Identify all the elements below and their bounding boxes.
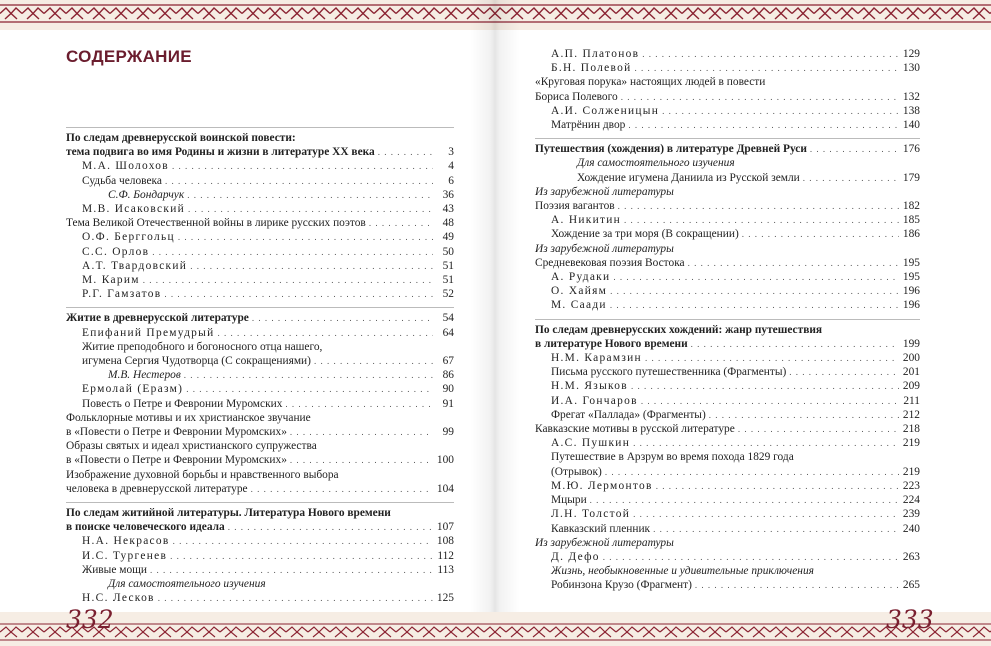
toc-entry-page: 51: [442, 259, 454, 272]
toc-entry-title: Робинзона Крузо (Фрагмент): [551, 579, 692, 592]
dot-leader: [633, 436, 899, 450]
toc-entry[interactable]: [66, 202, 454, 216]
toc-entry-title: Из зарубежной литературы: [535, 242, 674, 255]
toc-entry[interactable]: [535, 493, 920, 507]
dot-leader: [170, 549, 433, 563]
dot-leader: [624, 213, 899, 227]
toc-entry-page: 107: [436, 521, 454, 534]
toc-entry-title: Кавказский пленник: [551, 522, 651, 535]
dot-leader: [653, 522, 899, 536]
dot-leader: [610, 298, 899, 312]
toc-entry[interactable]: [66, 354, 454, 368]
left-page: [0, 0, 495, 646]
toc-entry-title: Для самостоятельного изучения: [108, 578, 266, 591]
toc-entry[interactable]: [535, 213, 920, 227]
toc-entry-title: М. Саади: [551, 299, 607, 312]
toc-entry-page: 219: [902, 437, 920, 450]
toc-entry[interactable]: [66, 216, 454, 230]
dot-leader: [691, 337, 899, 351]
toc-entry-page: 86: [442, 369, 454, 382]
toc-entry[interactable]: [66, 174, 454, 188]
toc-entry-page: 265: [902, 579, 920, 592]
toc-entry-page: 64: [442, 326, 454, 339]
toc-entry[interactable]: [66, 131, 454, 145]
dot-leader: [378, 145, 433, 159]
toc-entry[interactable]: [66, 411, 454, 425]
dot-leader: [158, 591, 433, 605]
toc-entry-title: Житие в древнерусской литературе: [66, 312, 249, 325]
toc-entry-page: 240: [902, 522, 920, 535]
toc-entry[interactable]: [66, 453, 454, 467]
toc-entry[interactable]: [535, 337, 920, 351]
toc-section: [535, 47, 920, 132]
toc-entry[interactable]: [535, 284, 920, 298]
dot-leader: [150, 563, 433, 577]
toc-entry[interactable]: [66, 259, 454, 273]
toc-entry-title: Д. Дефо: [551, 550, 600, 563]
toc-entry-title: Повесть о Петре и Февронии Муромских: [82, 397, 283, 410]
toc-entry-page: 6: [448, 174, 454, 187]
dot-leader: [228, 520, 433, 534]
toc-entry-title: Фрегат «Паллада» (Фрагменты): [551, 408, 706, 421]
toc-entry-page: 52: [442, 288, 454, 301]
toc-entry-page: 140: [902, 119, 920, 132]
toc-entry-page: 50: [442, 245, 454, 258]
toc-entry[interactable]: [66, 287, 454, 301]
toc-entry-page: 176: [902, 143, 920, 156]
toc-entry-title: По следам древнерусской воинской повести:: [66, 132, 296, 144]
toc-entry-page: 54: [442, 312, 454, 325]
toc-entry[interactable]: [535, 450, 920, 464]
toc-entry-page: 67: [442, 355, 454, 368]
toc-entry[interactable]: [66, 482, 454, 496]
dot-leader: [642, 47, 899, 61]
toc-entry[interactable]: [535, 61, 920, 75]
toc-entry-page: 201: [902, 366, 920, 379]
page-number-right: 333: [886, 605, 934, 634]
dot-leader: [178, 230, 433, 244]
toc-entry[interactable]: [535, 185, 920, 199]
dot-leader: [628, 118, 899, 132]
toc-entry-page: 91: [442, 397, 454, 410]
toc-entry-title: Ермолай (Еразм): [82, 383, 184, 396]
toc-entry[interactable]: [535, 436, 920, 450]
toc-entry[interactable]: [66, 397, 454, 411]
toc-entry-page: 104: [436, 482, 454, 495]
toc-entry-page: 263: [902, 550, 920, 563]
toc-entry-page: 49: [442, 231, 454, 244]
toc-entry-title: Н.М. Языков: [551, 380, 628, 393]
toc-entry-page: 182: [902, 200, 920, 213]
toc-entry-page: 125: [436, 592, 454, 605]
toc-entry[interactable]: [535, 507, 920, 521]
dot-leader: [803, 171, 899, 185]
toc-entry[interactable]: [535, 351, 920, 365]
toc-entry[interactable]: [535, 75, 920, 89]
toc-entry[interactable]: [535, 365, 920, 379]
toc-entry-title: И.С. Тургенев: [82, 549, 168, 562]
toc-entry-page: 129: [902, 48, 920, 60]
dot-leader: [613, 270, 899, 284]
toc-entry[interactable]: [535, 156, 920, 170]
toc-entry-page: 130: [902, 62, 920, 75]
toc-entry[interactable]: [535, 465, 920, 479]
toc-entry-page: 51: [442, 274, 454, 287]
toc-entry-page: 113: [437, 563, 454, 576]
dot-leader: [152, 245, 433, 259]
toc-entry-title: Образы святых и идеал христианского супружества: [66, 440, 317, 453]
toc-entry-title: Мцыри: [551, 494, 587, 507]
toc-entry-title: Хождение за три моря (В сокращении): [551, 228, 739, 241]
page-title: СОДЕРЖАНИЕ: [66, 47, 192, 66]
toc-section: [66, 502, 454, 605]
toc-entry-page: 195: [902, 256, 920, 269]
toc-entry-title: Живые мощи: [82, 563, 148, 576]
toc-entry-title: Н.А. Некрасов: [82, 535, 170, 548]
toc-entry-page: 112: [437, 549, 454, 562]
toc-entry-title: тема подвига во имя Родины и жизни в литературе XX века: [66, 146, 375, 159]
dot-leader: [662, 104, 899, 118]
toc-entry[interactable]: [535, 90, 920, 104]
toc-entry[interactable]: [66, 549, 454, 563]
toc-entry[interactable]: [66, 245, 454, 259]
toc-entry-page: 199: [902, 337, 920, 350]
toc-entry[interactable]: [535, 256, 920, 270]
toc-entry-page: 219: [902, 465, 920, 478]
dot-leader: [172, 159, 433, 173]
toc-entry-title: По следам житийной литературы. Литература Нового времени: [66, 507, 391, 520]
toc-entry[interactable]: [535, 270, 920, 284]
toc-entry-page: 224: [902, 494, 920, 507]
dot-leader: [621, 90, 899, 104]
page-number-left: 332: [66, 605, 114, 634]
toc-entry[interactable]: [535, 298, 920, 312]
toc-entry[interactable]: [66, 340, 454, 354]
toc-entry[interactable]: [66, 534, 454, 548]
toc-entry[interactable]: [535, 536, 920, 550]
toc-entry[interactable]: [535, 323, 920, 337]
toc-entry-title: А. Никитин: [551, 214, 622, 227]
toc-entry-title: «Круговая порука» настоящих людей в повести: [535, 76, 766, 89]
toc-entry[interactable]: [535, 379, 920, 393]
toc-entry[interactable]: [535, 118, 920, 132]
toc-entry-title: А.П. Платонов: [551, 48, 640, 60]
toc-entry[interactable]: [66, 368, 454, 382]
toc-entry[interactable]: [66, 591, 454, 605]
toc-entry-page: 179: [902, 171, 920, 184]
toc-entry-title: По следам древнерусских хождений: жанр путешествия: [535, 323, 823, 336]
dot-leader: [688, 256, 899, 270]
toc-entry[interactable]: [535, 104, 920, 118]
toc-entry-title: Епифаний Премудрый: [82, 326, 215, 339]
toc-entry[interactable]: [66, 439, 454, 453]
toc-entry-page: 209: [902, 380, 920, 393]
dot-leader: [187, 188, 433, 202]
toc-entry[interactable]: [66, 468, 454, 482]
dot-leader: [742, 227, 899, 241]
toc-entry[interactable]: [66, 425, 454, 439]
toc-entry[interactable]: [535, 199, 920, 213]
dot-leader: [738, 422, 899, 436]
toc-entry-title: Поэзия вагантов: [535, 200, 615, 213]
toc-entry-title: А. Рудаки: [551, 271, 611, 284]
toc-section: [66, 127, 454, 301]
toc-entry-title: А.И. Солженицын: [551, 104, 660, 117]
toc-entry-page: 211: [903, 394, 920, 407]
dot-leader: [251, 482, 433, 496]
toc-entry-title: Кавказские мотивы в русской литературе: [535, 423, 735, 436]
toc-entry[interactable]: [535, 394, 920, 408]
toc-entry-title: Р.Г. Гамзатов: [82, 288, 162, 301]
dot-leader: [618, 199, 899, 213]
toc-entry-title: Средневековая поэзия Востока: [535, 256, 685, 269]
toc-entry[interactable]: [66, 145, 454, 159]
toc-entry-title: О. Хайям: [551, 285, 608, 298]
dot-leader: [695, 578, 899, 592]
toc-entry[interactable]: [535, 550, 920, 564]
toc-section: [66, 307, 454, 496]
dot-leader: [605, 465, 899, 479]
toc-entry-title: О.Ф. Берггольц: [82, 231, 175, 244]
toc-section: [535, 319, 920, 593]
toc-entry-title: С.С. Орлов: [82, 245, 150, 258]
toc-entry-title: игумена Сергия Чудотворца (С сокращениями): [82, 355, 311, 368]
toc-entry-title: Из зарубежной литературы: [535, 185, 674, 198]
toc-entry-title: Н.С. Лесков: [82, 592, 155, 605]
dot-leader: [143, 273, 433, 287]
dot-leader: [610, 284, 899, 298]
dot-leader: [190, 259, 433, 273]
toc-entry-page: 185: [902, 214, 920, 227]
toc-entry[interactable]: [66, 311, 454, 325]
toc-entry-page: 132: [902, 90, 920, 103]
toc-entry-title: Матрёнин двор: [551, 119, 626, 132]
dot-leader: [188, 202, 433, 216]
dot-leader: [645, 351, 899, 365]
dot-leader: [656, 479, 899, 493]
toc-entry[interactable]: [535, 578, 920, 592]
toc-entry-page: 223: [902, 479, 920, 492]
toc-entry[interactable]: [535, 479, 920, 493]
toc-entry-page: 200: [902, 352, 920, 365]
toc-left: [66, 121, 454, 606]
toc-section: [535, 138, 920, 312]
toc-entry-title: Н.М. Карамзин: [551, 352, 642, 365]
dot-leader: [290, 453, 433, 467]
dot-leader: [290, 425, 433, 439]
dot-leader: [641, 394, 899, 408]
dot-leader: [252, 311, 433, 325]
toc-entry-title: М.А. Шолохов: [82, 160, 169, 173]
toc-entry-title: Письма русского путешественника (Фрагменты): [551, 366, 787, 379]
dot-leader: [218, 326, 433, 340]
toc-entry[interactable]: [535, 422, 920, 436]
toc-entry-title: в «Повести о Петре и Февронии Муромских»: [66, 454, 287, 467]
right-page: [495, 0, 991, 646]
toc-entry[interactable]: [535, 171, 920, 185]
dot-leader: [184, 368, 433, 382]
toc-entry-title: Бориса Полевого: [535, 90, 618, 103]
toc-entry-title: А.С. Пушкин: [551, 437, 631, 450]
dot-leader: [709, 408, 899, 422]
dot-leader: [590, 493, 899, 507]
dot-leader: [603, 550, 899, 564]
toc-entry[interactable]: [66, 520, 454, 534]
toc-entry[interactable]: [535, 47, 920, 61]
toc-entry-page: 239: [902, 508, 920, 521]
toc-entry[interactable]: [535, 564, 920, 578]
toc-entry-title: Изображение духовной борьбы и нравственного выбора: [66, 468, 339, 481]
toc-entry-title: Из зарубежной литературы: [535, 536, 674, 549]
toc-entry-page: 108: [436, 535, 454, 548]
toc-entry-title: Судьба человека: [82, 174, 162, 187]
toc-entry-title: Б.Н. Полевой: [551, 62, 632, 75]
dot-leader: [186, 382, 433, 396]
toc-entry-page: 43: [442, 203, 454, 216]
toc-entry-page: 138: [902, 104, 920, 117]
toc-entry-title: Хождение игумена Даниила из Русской земли: [577, 171, 800, 184]
toc-entry-title: в поиске человеческого идеала: [66, 521, 225, 534]
toc-entry-title: в «Повести о Петре и Февронии Муромских»: [66, 426, 287, 439]
dot-leader: [314, 354, 433, 368]
toc-entry[interactable]: [66, 188, 454, 202]
toc-entry-title: Жизнь, необыкновенные и удивительные приключения: [551, 565, 814, 578]
toc-entry-title: М.В. Нестеров: [108, 369, 181, 382]
toc-entry-page: 195: [902, 271, 920, 284]
toc-entry-page: 196: [902, 285, 920, 298]
toc-entry[interactable]: [66, 563, 454, 577]
toc-entry[interactable]: [535, 408, 920, 422]
toc-entry-page: 212: [902, 408, 920, 421]
toc-entry-page: 36: [442, 188, 454, 201]
toc-entry-title: М. Карим: [82, 274, 140, 287]
toc-entry[interactable]: [66, 506, 454, 520]
toc-entry-title: Житие преподобного и богоносного отца нашего,: [82, 340, 323, 353]
toc-entry[interactable]: [66, 159, 454, 173]
toc-entry[interactable]: [66, 382, 454, 396]
toc-entry[interactable]: [535, 142, 920, 156]
toc-entry[interactable]: [535, 242, 920, 256]
dot-leader: [810, 142, 899, 156]
dot-leader: [173, 534, 433, 548]
toc-entry-title: С.Ф. Бондарчук: [108, 188, 185, 201]
toc-entry-page: 90: [442, 383, 454, 396]
toc-entry-title: М.Ю. Лермонтов: [551, 479, 653, 492]
toc-entry[interactable]: [66, 326, 454, 340]
toc-entry-title: в литературе Нового времени: [535, 337, 688, 350]
toc-entry[interactable]: [535, 522, 920, 536]
dot-leader: [165, 174, 433, 188]
toc-entry-page: 100: [436, 454, 454, 467]
dot-leader: [285, 397, 433, 411]
toc-entry-title: М.В. Исаковский: [82, 203, 185, 216]
toc-entry-title: Л.Н. Толстой: [551, 508, 631, 521]
dot-leader: [164, 287, 433, 301]
toc-entry[interactable]: [535, 227, 920, 241]
dot-leader: [369, 216, 433, 230]
bottom-ornament-border: [0, 612, 991, 646]
dot-leader: [635, 61, 899, 75]
toc-entry-title: Фольклорные мотивы и их христианское звучание: [66, 411, 311, 424]
toc-entry-page: 196: [902, 299, 920, 312]
toc-entry-title: человека в древнерусской литературе: [66, 482, 248, 495]
toc-entry-title: Путешествие в Арзрум во время похода 1829 года: [551, 451, 794, 464]
dot-leader: [633, 507, 899, 521]
toc-entry-page: 48: [442, 217, 454, 230]
toc-entry-title: Тема Великой Отечественной войны в лирике русских поэтов: [66, 217, 366, 230]
toc-entry-page: 99: [442, 426, 454, 439]
toc-entry[interactable]: [66, 230, 454, 244]
toc-entry-title: А.Т. Твардовский: [82, 259, 188, 272]
toc-entry[interactable]: [66, 273, 454, 287]
dot-leader: [789, 365, 899, 379]
toc-right: [535, 47, 920, 593]
toc-entry-page: 3: [448, 146, 454, 159]
dot-leader: [631, 379, 899, 393]
toc-entry-title: (Отрывок): [551, 465, 602, 478]
toc-entry-page: 4: [448, 160, 454, 173]
toc-entry[interactable]: [66, 577, 454, 591]
toc-entry-title: Путешествия (хождения) в литературе Древней Руси: [535, 143, 807, 156]
toc-entry-page: 218: [902, 423, 920, 436]
toc-entry-page: 186: [902, 228, 920, 241]
toc-entry-title: Для самостоятельного изучения: [577, 157, 735, 170]
toc-entry-title: И.А. Гончаров: [551, 394, 638, 407]
